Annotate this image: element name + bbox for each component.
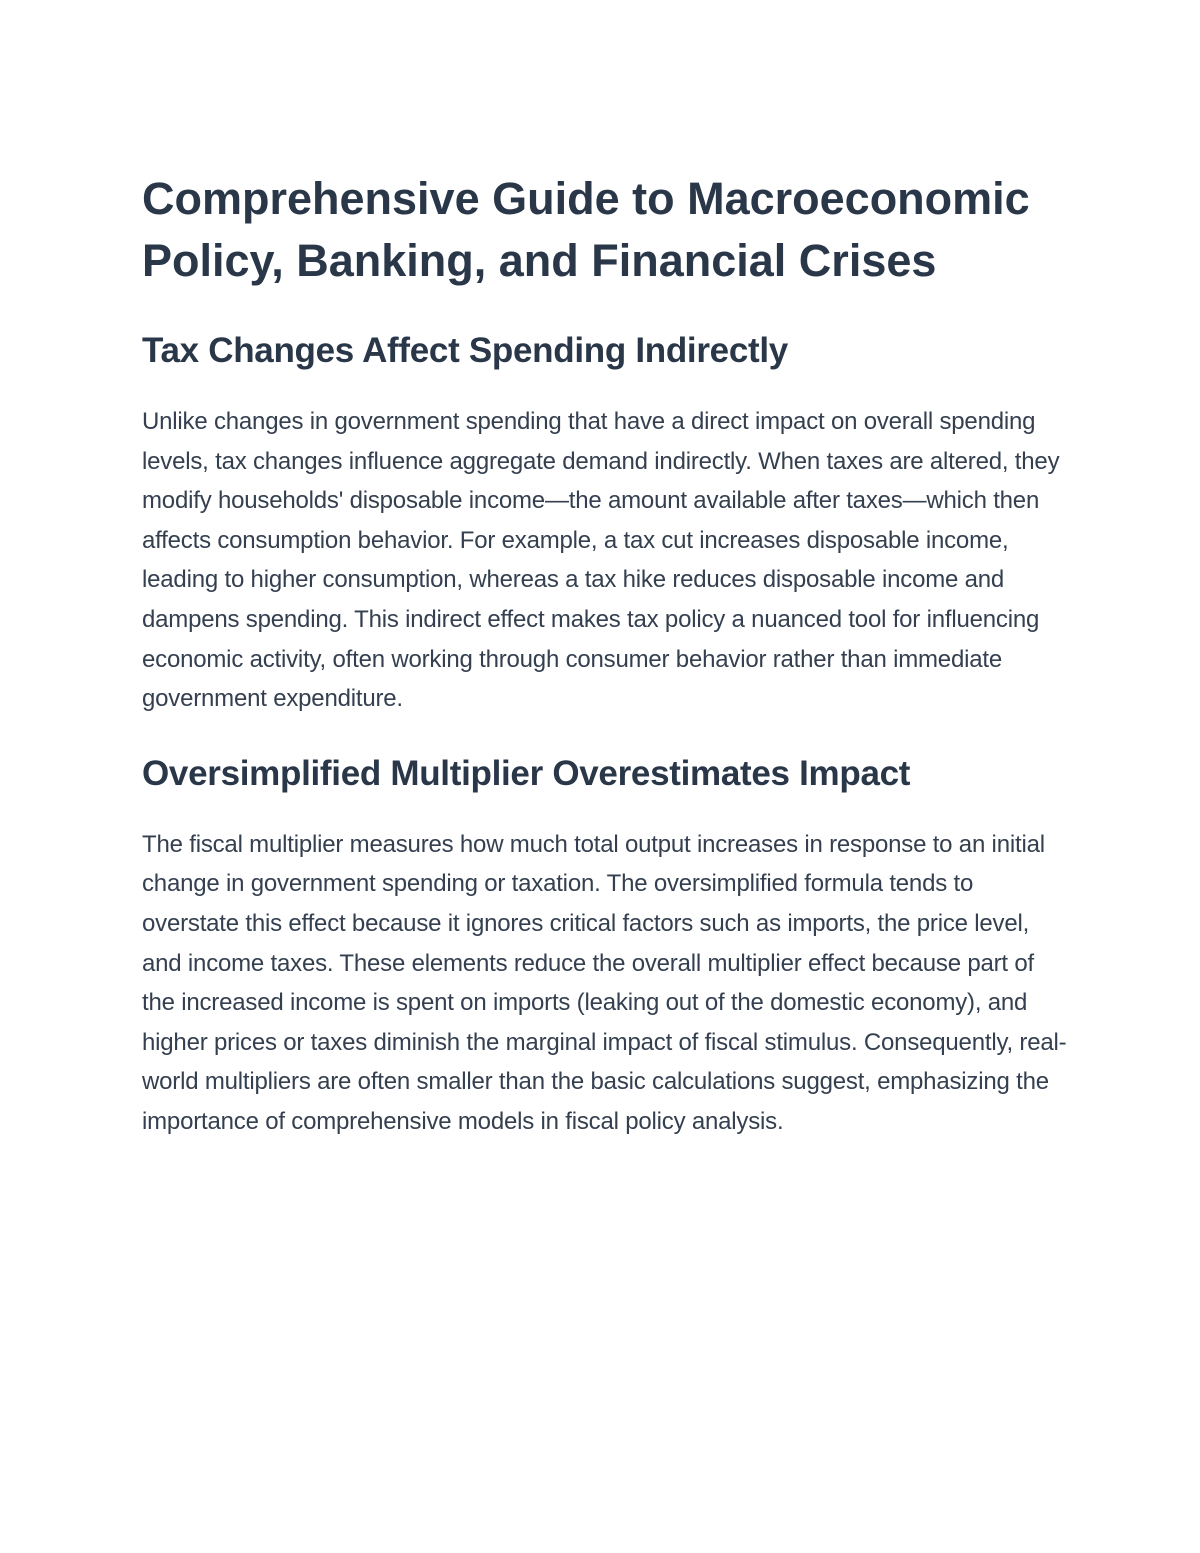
section-heading-tax-changes: Tax Changes Affect Spending Indirectly [142,331,788,370]
section-heading-multiplier: Oversimplified Multiplier Overestimates Impact [142,753,911,793]
section-body-tax-changes: Unlike changes in government spending that have a direct impact on overall spending levels, tax changes influence aggregate demand indirectly. When taxes are altered, they modify households' disposable income—the amount available after taxes—which then affects consumption behavior. For example, a tax cut increases disposable income, leading to higher consumption, whereas a tax hike reduces disposable income and dampens spending. This indirect effect makes tax policy a nuanced tool for influencing economic activity, often working through consumer behavior rather than immediate government expenditure. [142,408,1060,713]
document-page [142,168,1072,1142]
section-body-multiplier: The fiscal multiplier measures how much total output increases in response to an initial change in government spending or taxation. The oversimplified formula tends to overstate this effect because it ignores critical factors such as imports, the price level, and income taxes. These elements reduce the overall multiplier effect because part of the increased income is spent on imports (leaking out of the domestic economy), and higher prices or taxes diminish the marginal impact of fiscal stimulus. Consequently, real-world multipliers are often smaller than the basic calculations suggest, emphasizing the importance of comprehensive models in fiscal policy analysis. [142,830,1067,1135]
document-title: Comprehensive Guide to Macroeconomic Policy, Banking, and Financial Crises [142,173,1030,286]
